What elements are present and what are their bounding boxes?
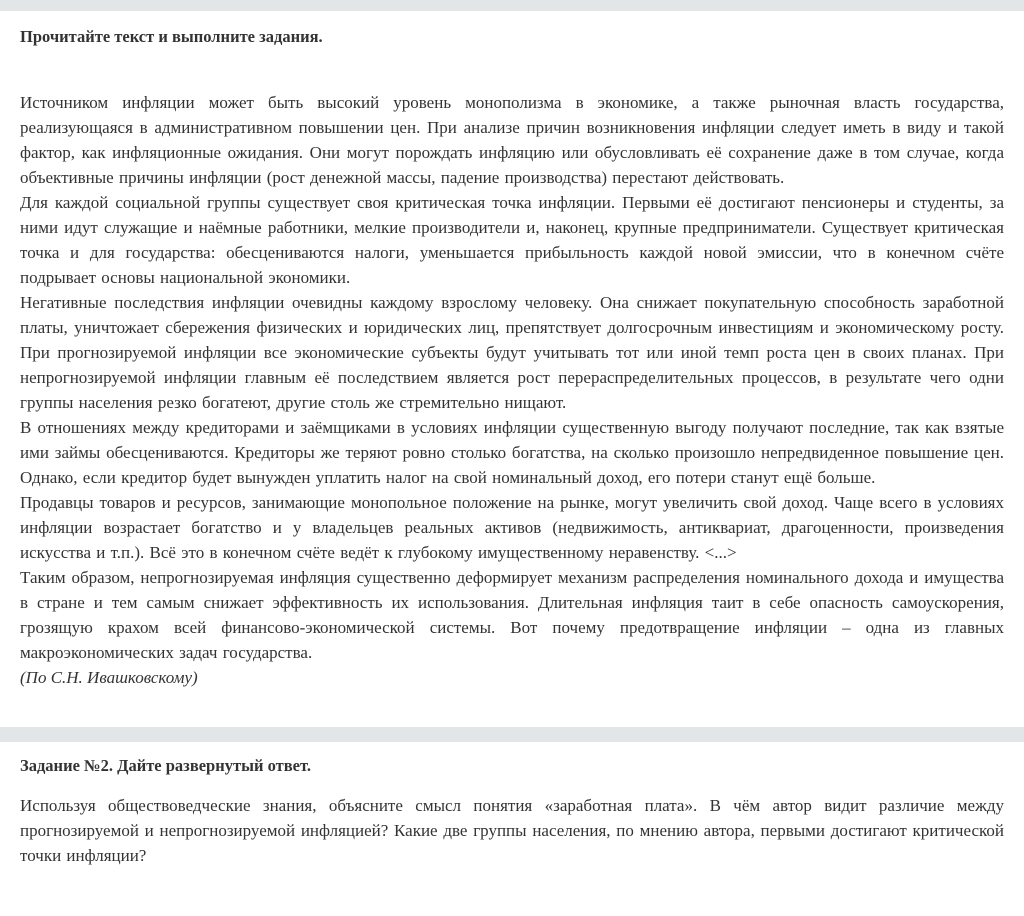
top-divider bbox=[0, 0, 1024, 11]
instruction-heading: Прочитайте текст и выполните задания. bbox=[20, 27, 323, 46]
section-divider bbox=[0, 727, 1024, 742]
text-paragraph: Таким образом, непрогнозируемая инфляция существенно деформирует механизм распределения номинального дохода и имущества в стране и тем самым снижает эффективность их использования. Длительная инфляция таит в себе опасность самоускорения, грозящую крахом всей финансово-экономической системы. Вот почему предотвращение инфляции – одна из главных макроэкономических задач государства. bbox=[20, 568, 1004, 662]
task-heading: Задание №2. Дайте развернутый ответ. bbox=[20, 756, 311, 775]
text-paragraph: Продавцы товаров и ресурсов, занимающие монопольное положение на рынке, могут увеличить свой доход. Чаще всего в условиях инфляции возрастает богатство и у владельцев реальных активов (недвижимость, антиквариат, драгоценности, произведения искусства и т.п.). Всё это в конечном счёте ведёт к глубокому имущественному неравенству. <...> bbox=[20, 493, 1004, 562]
text-paragraph: Источником инфляции может быть высокий уровень монополизма в экономике, а также рыночная власть государства, реализующаяся в административном повышении цен. При анализе причин возникновения инфляции следует иметь в виду и такой фактор, как инфляционные ожидания. Они могут порождать инфляцию или обусловливать её сохранение даже в том случае, когда объективные причины инфляции (рост денежной массы, падение производства) перестают действовать. bbox=[20, 93, 1004, 187]
reading-section bbox=[0, 27, 1024, 690]
text-paragraph: В отношениях между кредиторами и заёмщиками в условиях инфляции существенную выгоду получают последние, так как взятые ими займы обесцениваются. Кредиторы же теряют ровно столько богатства, на сколько произошло непредвиденное повышение цен. Однако, если кредитор будет вынужден уплатить налог на свой номинальный доход, его потери станут ещё больше. bbox=[20, 418, 1004, 487]
reading-text bbox=[20, 90, 1004, 690]
task-question: Используя обществоведческие знания, объясните смысл понятия «заработная плата». В чём автор видит различие между прогнозируемой и непрогнозируемой инфляцией? Какие две группы населения, по мнению автора, первыми достигают критической точки инфляции? bbox=[20, 796, 1004, 865]
text-paragraph: Негативные последствия инфляции очевидны каждому взрослому человеку. Она снижает покупательную способность заработной платы, уничтожает сбережения физических и юридических лиц, препятствует долгосрочным инвестициям и экономическому росту. При прогнозируемой инфляции все экономические субъекты будут учитывать тот или иной темп роста цен в своих планах. При непрогнозируемой инфляции главным её последствием является рост перераспределительных процессов, в результате чего одни группы населения резко богатеют, другие столь же стремительно нищают. bbox=[20, 293, 1004, 412]
text-paragraph: Для каждой социальной группы существует своя критическая точка инфляции. Первыми её достигают пенсионеры и студенты, за ними идут служащие и наёмные работники, мелкие производители и, наконец, крупные предприниматели. Существует критическая точка и для государства: обесцениваются налоги, уменьшается прибыльность каждой новой эмиссии, что в конечном счёте подрывает основы национальной экономики. bbox=[20, 193, 1004, 287]
task-section bbox=[0, 756, 1024, 868]
attribution: (По С.Н. Ивашковскому) bbox=[20, 668, 198, 687]
